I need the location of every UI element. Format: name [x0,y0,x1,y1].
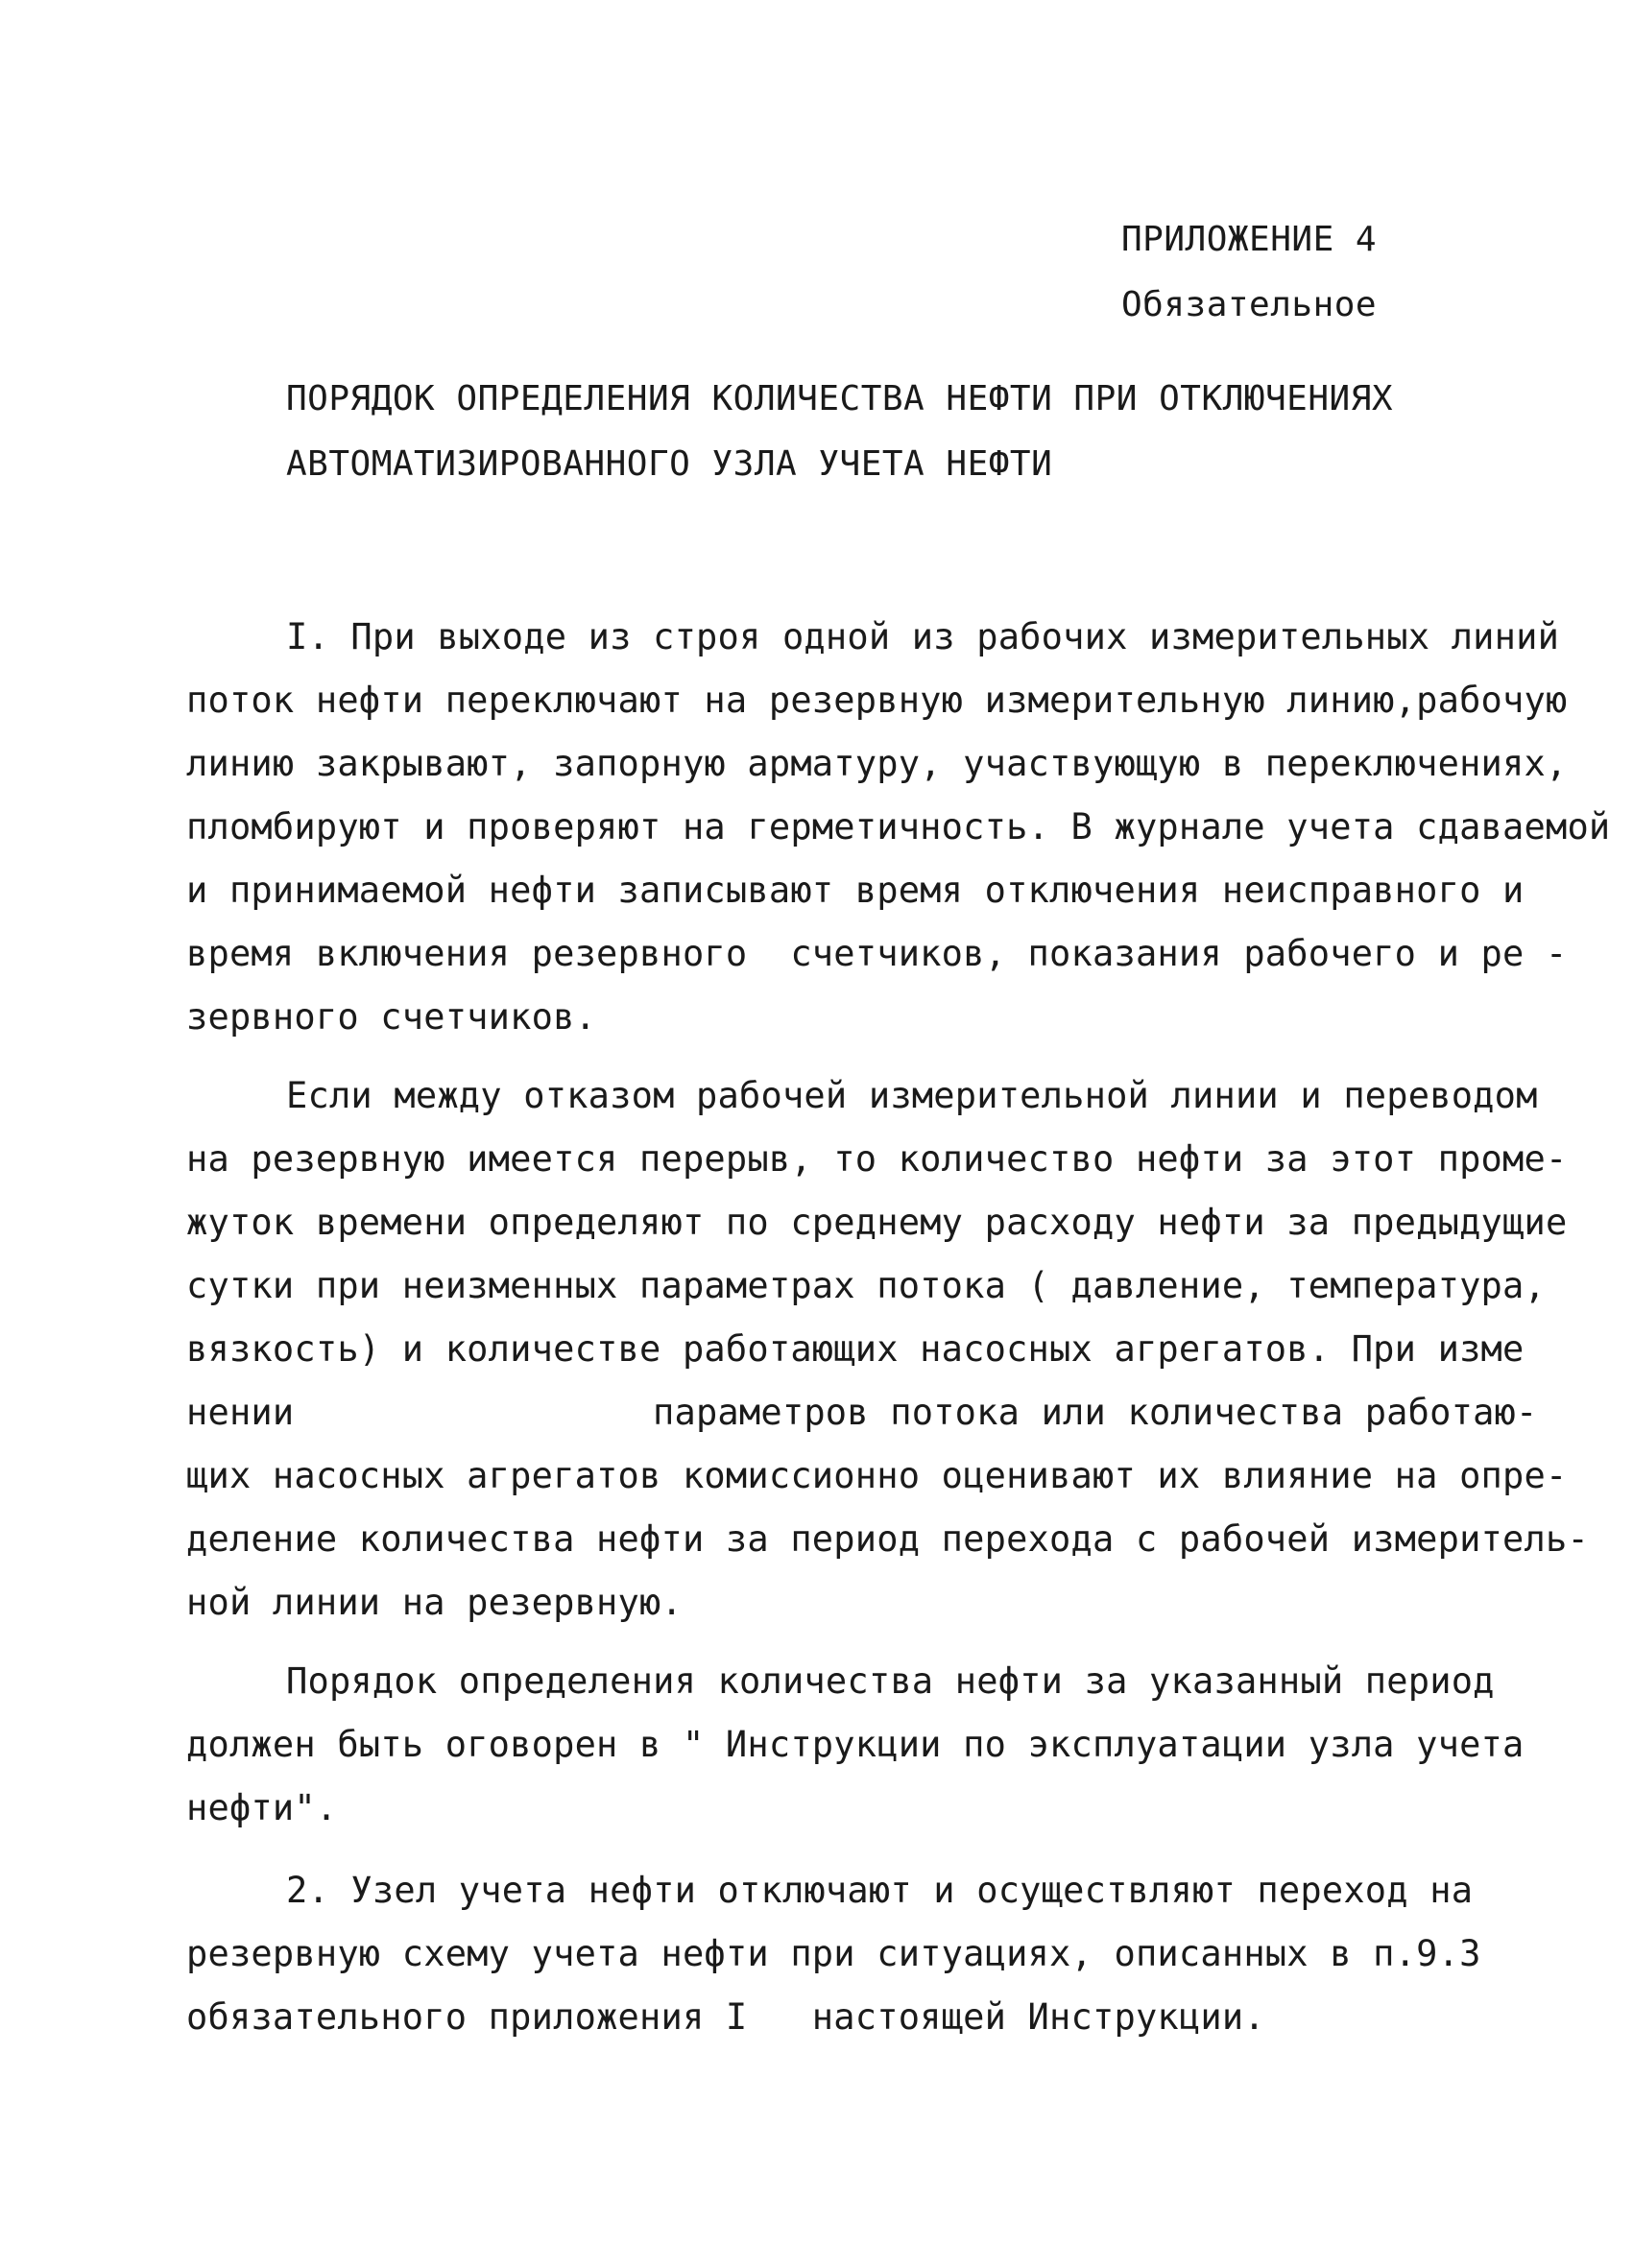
paragraph-line: на резервную имеется перерыв, то количество нефти за этот проме- [186,1138,1568,1180]
paragraph-line: нефти". [186,1787,338,1828]
paragraph-line: ной линии на резервную. [186,1582,683,1623]
paragraph-line: I. При выходе из строя одной из рабочих измерительных линий [286,616,1560,657]
paragraph-line: резервную схему учета нефти при ситуациях, описанных в п.9.3 [186,1933,1481,1974]
paragraph-line: вязкость) и количестве работающих насосных агрегатов. При изме [186,1328,1525,1370]
paragraph-line: поток нефти переключают на резервную измерительную линию,рабочую [186,680,1568,721]
paragraph-line: параметров потока или количества работаю- [653,1392,1538,1433]
paragraph-line: Порядок определения количества нефти за указанный период [286,1660,1495,1702]
paragraph-line: должен быть оговорен в " Инструкции по эксплуатации узла учета [186,1724,1525,1765]
appendix-label: ПРИЛОЖЕНИЕ 4 [1121,220,1378,259]
paragraph-line: время включения резервного счетчиков, показания рабочего и ре - [186,933,1568,974]
paragraph-line: 2. Узел учета нефти отключают и осуществляют переход на [286,1870,1474,1911]
paragraph-line: щих насосных агрегатов комиссионно оценивают их влияние на опре- [186,1455,1568,1496]
paragraph-line: пломбируют и проверяют на герметичность. В журнале учета сдаваемой [186,806,1611,848]
paragraph-line: деление количества нефти за период перехода с рабочей измеритель- [186,1518,1589,1560]
paragraph-line: и принимаемой нефти записывают время отключения неисправного и [186,870,1525,911]
paragraph-line: жуток времени определяют по среднему расходу нефти за предыдущие [186,1202,1568,1243]
paragraph-line: нении [186,1392,295,1433]
paragraph-line: Если между отказом рабочей измерительной линии и переводом [286,1075,1538,1116]
paragraph-line: линию закрывают, запорную арматуру, участвующую в переключениях, [186,743,1568,784]
document-title-line: ПОРЯДОК ОПРЕДЕЛЕНИЯ КОЛИЧЕСТВА НЕФТИ ПРИ ОТКЛЮЧЕНИЯХ [286,379,1394,418]
paragraph-line: сутки при неизменных параметрах потока ( давление, температура, [186,1265,1546,1306]
appendix-status: Обязательное [1121,285,1378,324]
paragraph-line: зервного счетчиков. [186,996,597,1038]
paragraph-line: обязательного приложения I настоящей Инструкции. [186,1996,1265,2038]
document-title-line: АВТОМАТИЗИРОВАННОГО УЗЛА УЧЕТА НЕФТИ [286,444,1053,484]
